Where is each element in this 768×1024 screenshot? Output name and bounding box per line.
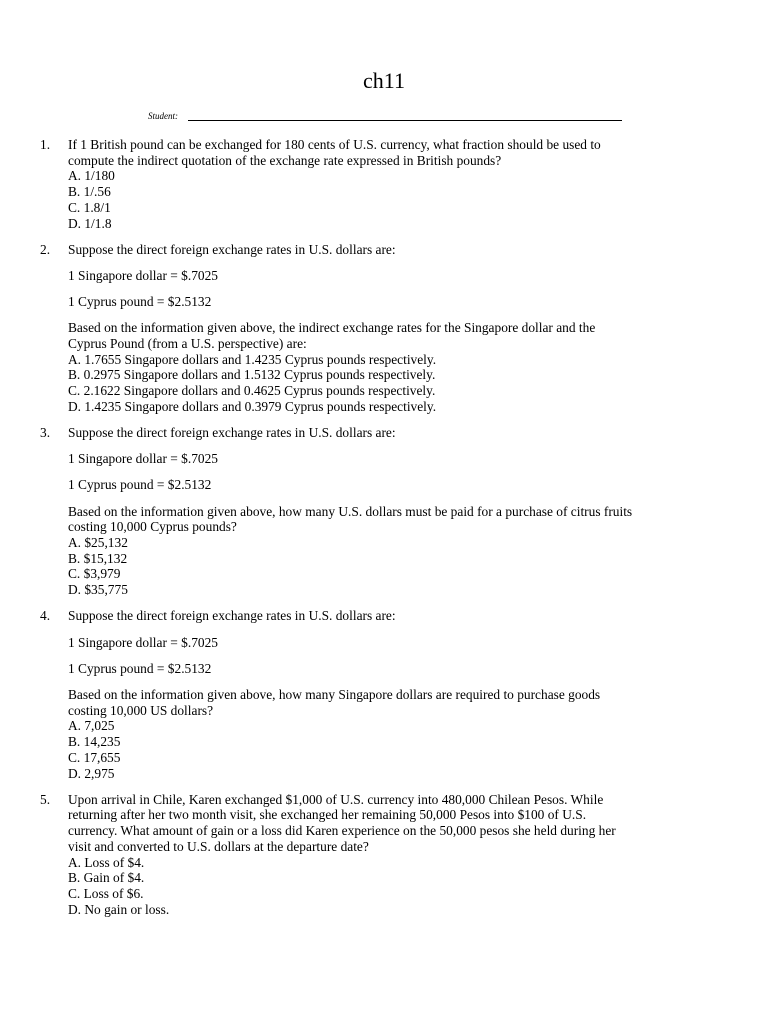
- answer-option-a: A. $25,132: [68, 535, 128, 551]
- question-text-line: currency. What amount of gain or a loss did Karen experience on the 50,000 pesos she held during her: [68, 823, 616, 839]
- question-prompt-line: Based on the information given above, how many Singapore dollars are required to purchase goods: [68, 686, 601, 702]
- student-label: Student:: [148, 111, 178, 121]
- given-rate: 1 Singapore dollar = $.7025: [68, 451, 218, 467]
- question-prompt-line: costing 10,000 Cyprus pounds?: [68, 519, 237, 535]
- answer-option-d: D. No gain or loss.: [68, 901, 170, 917]
- answer-option-d: D. 1.4235 Singapore dollars and 0.3979 Cyprus pounds respectively.: [68, 398, 437, 414]
- question-prompt-line: Based on the information given above, the indirect exchange rates for the Singapore dollar and the: [68, 320, 596, 336]
- question-prompt-line: Cyprus Pound (from a U.S. perspective) are:: [68, 336, 307, 352]
- student-field: [148, 110, 628, 124]
- question-prompt-line: Based on the information given above, how many U.S. dollars must be paid for a purchase of citrus fruits: [68, 503, 633, 519]
- answer-option-b: B. $15,132: [68, 550, 128, 566]
- question-number: 5.: [40, 791, 51, 807]
- answer-option-b: B. 0.2975 Singapore dollars and 1.5132 Cyprus pounds respectively.: [68, 367, 436, 383]
- page-title: ch11: [363, 68, 405, 93]
- answer-option-c: C. Loss of $6.: [68, 885, 144, 901]
- question-text-line: If 1 British pound can be exchanged for 180 cents of U.S. currency, what fraction should be used to: [68, 137, 601, 152]
- question-text-line: Suppose the direct foreign exchange rates in U.S. dollars are:: [68, 241, 396, 257]
- question-text-line: compute the indirect quotation of the exchange rate expressed in British pounds?: [68, 152, 502, 168]
- answer-option-b: B. Gain of $4.: [68, 870, 145, 886]
- answer-option-a: A. 1/180: [68, 168, 115, 184]
- answer-option-a: A. Loss of $4.: [68, 854, 145, 870]
- given-rate: 1 Singapore dollar = $.7025: [68, 634, 218, 650]
- given-rate: 1 Singapore dollar = $.7025: [68, 267, 218, 283]
- given-rate: 1 Cyprus pound = $2.5132: [68, 294, 212, 310]
- question-text-line: Suppose the direct foreign exchange rates in U.S. dollars are:: [68, 425, 396, 441]
- question-5: [40, 792, 740, 918]
- answer-option-c: C. 1.8/1: [68, 199, 111, 215]
- given-rate: 1 Cyprus pound = $2.5132: [68, 660, 212, 676]
- question-3: [40, 425, 740, 598]
- question-text-line: Upon arrival in Chile, Karen exchanged $1,000 of U.S. currency into 480,000 Chilean Pesos. While: [68, 791, 604, 807]
- question-2: [40, 242, 740, 415]
- answer-option-d: D. $35,775: [68, 582, 128, 598]
- question-text-line: Suppose the direct foreign exchange rates in U.S. dollars are:: [68, 608, 396, 624]
- answer-option-d: D. 2,975: [68, 765, 115, 781]
- question-text-line: returning after her two month visit, she exchanged her remaining 50,000 Pesos into $100 of U.S.: [68, 807, 587, 823]
- question-4: [40, 608, 740, 781]
- question-list: [40, 137, 740, 928]
- answer-option-c: C. 17,655: [68, 749, 121, 765]
- question-prompt-line: costing 10,000 US dollars?: [68, 702, 214, 718]
- question-number: 3.: [40, 425, 51, 441]
- question-number: 2.: [40, 241, 51, 257]
- answer-option-a: A. 7,025: [68, 718, 115, 734]
- answer-option-b: B. 14,235: [68, 734, 121, 750]
- question-text-line: visit and converted to U.S. dollars at the departure date?: [68, 838, 369, 854]
- answer-option-b: B. 1/.56: [68, 184, 111, 200]
- question-number: 1.: [40, 137, 51, 152]
- answer-option-a: A. 1.7655 Singapore dollars and 1.4235 Cyprus pounds respectively.: [68, 351, 437, 367]
- answer-option-c: C. 2.1622 Singapore dollars and 0.4625 Cyprus pounds respectively.: [68, 383, 436, 399]
- answer-option-d: D. 1/1.8: [68, 215, 112, 231]
- question-1: [40, 137, 740, 231]
- answer-option-c: C. $3,979: [68, 566, 121, 582]
- student-name-line: [188, 120, 622, 121]
- question-number: 4.: [40, 608, 51, 624]
- given-rate: 1 Cyprus pound = $2.5132: [68, 477, 212, 493]
